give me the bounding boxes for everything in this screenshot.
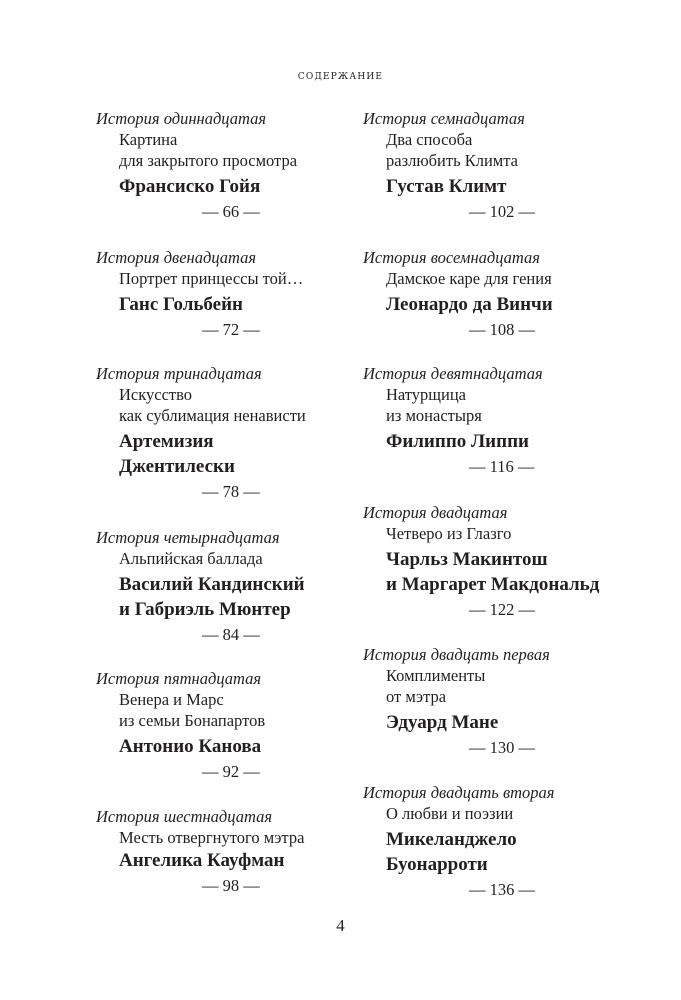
story-subtitle: Два способа [386,130,473,149]
story-label: История пятнадцатая [96,669,262,688]
artist-name: Буонарроти [386,854,488,875]
artist-name: Филиппо Липпи [386,431,529,452]
artist-name: Эдуард Мане [386,712,499,733]
page-number: — 92 — [202,762,260,781]
story-subtitle: из семьи Бонапартов [119,711,266,730]
artist-name: и Габриэль Мюнтер [119,599,291,620]
story-subtitle: как сублимация ненависти [119,406,306,425]
story-label: История одиннадцатая [96,109,267,128]
story-label: История девятнадцатая [363,364,543,383]
story-label: История четырнадцатая [96,528,280,547]
artist-name: Микеланджело [386,829,517,850]
page-number: — 66 — [202,202,260,221]
toc-entry[interactable] [363,108,633,223]
page-number: — 136 — [469,880,535,899]
story-label: История двадцать вторая [363,783,555,802]
artist-name: Чарльз Макинтош [386,549,548,570]
story-subtitle: для закрытого просмотра [119,151,298,170]
artist-name: Джентилески [119,456,235,477]
artist-name: и Маргарет Макдональд [386,574,600,595]
story-subtitle: от мэтра [386,687,447,706]
toc-entry[interactable] [96,363,358,503]
story-label: История шестнадцатая [96,807,273,826]
artist-name: Антонио Канова [119,736,262,757]
story-subtitle: Месть отвергнутого мэтра [119,828,305,847]
story-subtitle: Альпийская баллада [119,549,263,568]
toc-entry[interactable] [96,108,358,223]
story-subtitle: разлюбить Климта [386,151,518,170]
story-label: История двадцать первая [363,645,550,664]
page-title: содержание [297,68,384,83]
toc-entry[interactable] [96,806,358,897]
page-number: — 72 — [202,320,260,339]
toc-entry[interactable] [96,247,358,341]
toc-entry[interactable] [363,247,633,341]
story-subtitle: Натурщица [386,385,466,404]
page-number: — 84 — [202,625,260,644]
page-number: — 108 — [469,320,535,339]
artist-name: Василий Кандинский [119,574,305,595]
toc-entry[interactable] [96,527,358,646]
story-label: История семнадцатая [363,109,525,128]
artist-name: Ангелика Кауфман [119,850,285,871]
toc-entry[interactable] [363,502,633,621]
story-subtitle: Четверо из Глазго [386,524,512,543]
story-subtitle: Комплименты [386,666,486,685]
page-number: — 98 — [202,876,260,895]
toc-entry[interactable] [363,644,633,759]
page-number: — 130 — [469,738,535,757]
story-label: История двенадцатая [96,248,257,267]
artist-name: Леонардо да Винчи [386,294,553,315]
story-label: История тринадцатая [96,364,262,383]
story-subtitle: Венера и Марс [119,690,224,709]
story-subtitle: Дамское каре для гения [386,269,552,288]
artist-name: Франсиско Гойя [119,176,261,197]
story-subtitle: из монастыря [386,406,482,425]
toc-entry[interactable] [363,363,633,478]
page-number: — 116 — [469,457,535,476]
folio-page-number: 4 [336,916,345,935]
page-number: — 102 — [469,202,535,221]
artist-name: Артемизия [119,431,214,452]
page-number: — 78 — [202,482,260,501]
toc-entry[interactable] [363,782,633,901]
story-subtitle: О любви и поэзии [386,804,514,823]
artist-name: Ганс Гольбейн [119,294,244,315]
story-subtitle: Картина [119,130,178,149]
story-label: История восемнадцатая [363,248,540,267]
story-subtitle: Портрет принцессы той… [119,269,304,288]
story-label: История двадцатая [363,503,508,522]
artist-name: Густав Климт [386,176,507,197]
page-number: — 122 — [469,600,535,619]
toc-entry[interactable] [96,668,358,783]
story-subtitle: Искусство [119,385,193,404]
